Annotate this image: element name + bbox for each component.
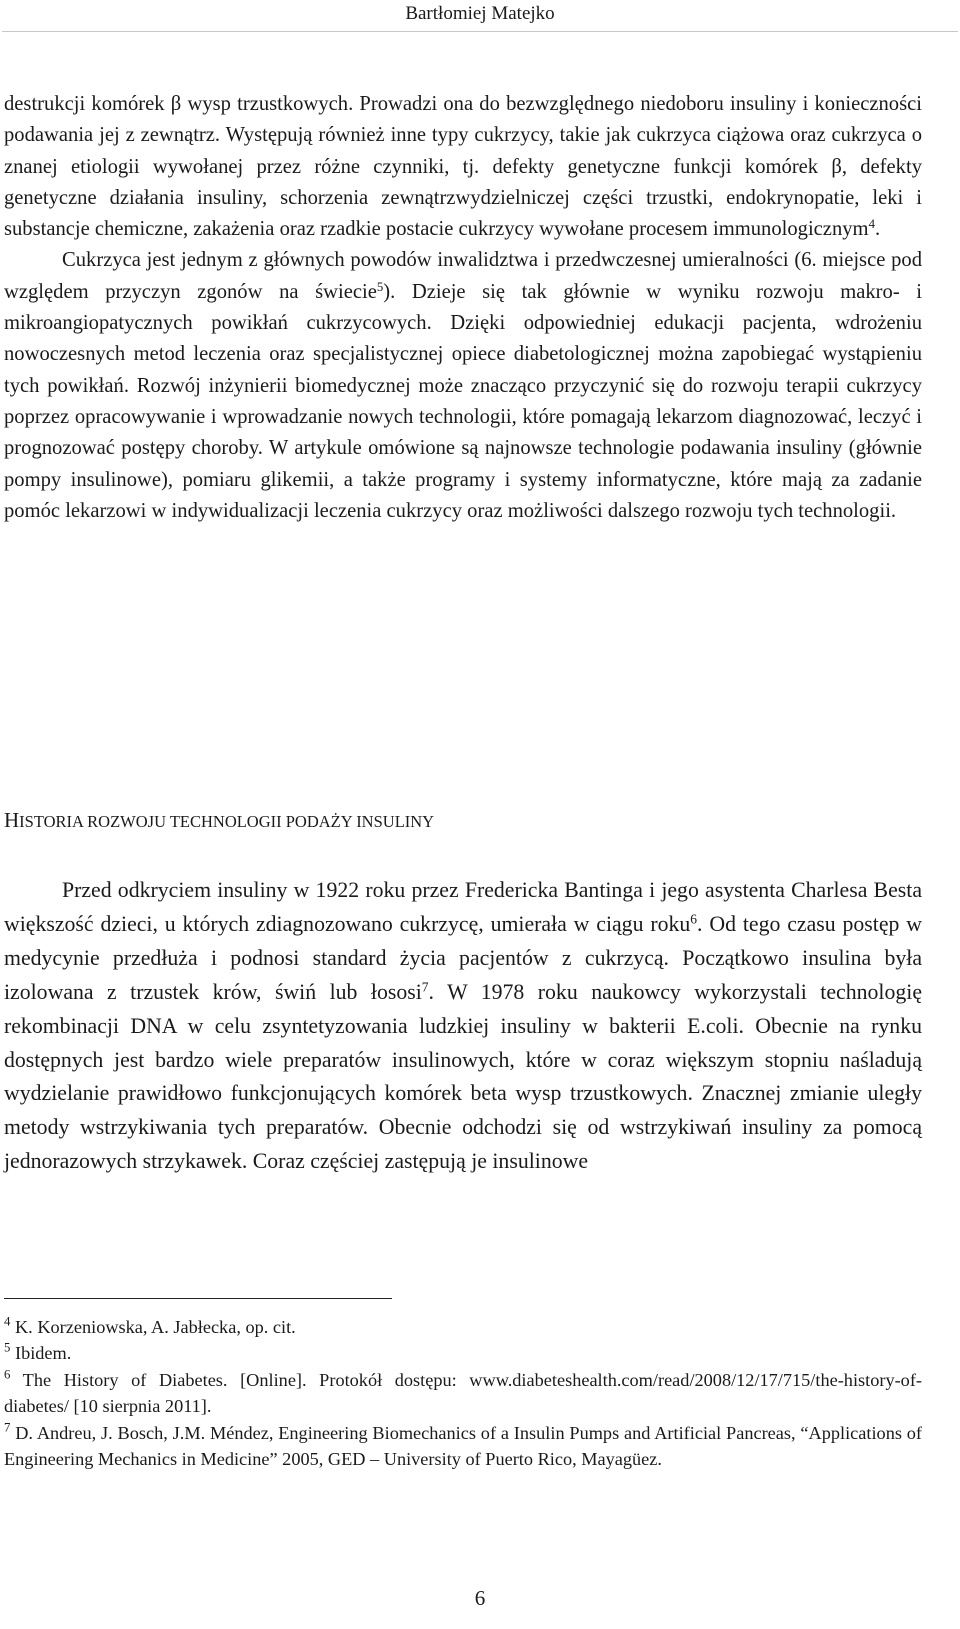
- footnote-number: 5: [4, 1340, 11, 1355]
- paragraph-text: Przed odkryciem insuliny w 1922 roku przez Fredericka Bantinga i jego asystenta Charlesa Besta większość dzieci, u których zdiagnozowano cukrzycę, umierała w ciągu roku: [4, 878, 922, 936]
- footnote-text: K. Korzeniowska, A. Jabłecka, op. cit.: [10, 1317, 296, 1337]
- running-header: Bartłomiej Matejko: [405, 3, 555, 24]
- paragraph-text: . W 1978 roku naukowcy wykorzystali technologię rekombinacji DNA w celu zsyntetyzowania ludzkiej insuliny w bakterii E.coli. Obecnie na rynku dostępnych jest bardzo wiele preparatów insulinowych, które w coraz większym stopniu naśladują wydzielanie prawidłowo funkcjonujących komórek beta wysp trzustkowych. Znacznej zmianie uległy metody wstrzykiwania tych preparatów. Obecnie odchodzi się od wstrzykiwań insuliny za pomocą jednorazowych strzykawek. Coraz częściej zastępują je insulinowe: [4, 979, 922, 1174]
- paragraph-text: Cukrzyca jest jednym z głównych powodów inwalidztwa i przedwczesnej umieralności (6. miejsce pod względem przyczyn zgonów na świecie: [4, 249, 922, 303]
- footnotes: [4, 1314, 922, 1472]
- footnote-number: 4: [4, 1314, 11, 1329]
- paragraph-cukrzyca: [4, 245, 922, 527]
- heading-initial: H: [4, 808, 20, 832]
- paragraph-text: .: [874, 218, 881, 241]
- page-number: 6: [474, 1586, 486, 1610]
- header-rule: [2, 31, 958, 32]
- paragraph-continuation: [4, 89, 922, 245]
- footnote-number: 7: [4, 1419, 11, 1434]
- heading-small-caps: ISTORIA ROZWOJU TECHNOLOGII PODAŻY INSULINY: [19, 812, 435, 831]
- footnote-text: The History of Diabetes. [Online]. Protokół dostępu: www.diabeteshealth.com/read/2008/12/17/715/the-history-of-diabetes/ [10 sierpnia 2011].: [4, 1369, 922, 1417]
- footnote-6: [4, 1367, 922, 1420]
- footnote-ref-6[interactable]: 6: [690, 911, 698, 927]
- paragraph-text: destrukcji komórek β wysp trzustkowych. Prowadzi ona do bezwzględnego niedoboru insuliny i konieczności podawania jej z zewnątrz. Występują również inne typy cukrzycy, takie jak cukrzyca ciążowa oraz cukrzyca o znanej etiologii wywołanej przez różne czynniki, tj. defekty genetyczne funkcji komórek β, defekty genetyczne działania insuliny, schorzenia zewnątrzwydzielniczej części trzustki, endokrynopatie, leki i substancje chemiczne, zakażenia oraz rzadkie postacie cukrzycy wywołane procesem immunologicznym: [4, 93, 922, 241]
- footnote-7: [4, 1420, 922, 1473]
- footnote-number: 6: [4, 1367, 11, 1382]
- footnote-ref-4[interactable]: 4: [868, 217, 875, 232]
- body-text-history: [4, 874, 922, 1179]
- paragraph-text: ). Dzieje się tak głównie w wyniku rozwoju makro- i mikroangiopatycznych powikłań cukrzycowych. Dzięki odpowiedniej edukacji pacjenta, wdrożeniu nowoczesnych metod leczenia oraz specjalistycznej opiece diabetologicznej można zapobiegać wystąpieniu tych powikłań. Rozwój inżynierii biomedycznej może znacząco przyczynić się do rozwoju terapii cukrzycy poprzez opracowywanie i wprowadzanie nowych technologii, które pomagają lekarzom diagnozować, leczyć i prognozować postępy choroby. W artykule omówione są najnowsze technologie podawania insuliny (głównie pompy insulinowe), pomiaru glikemii, a także programy i systemy informatyczne, które mają za zadanie pomóc lekarzowi w indywidualizacji leczenia cukrzycy oraz możliwości dalszego rozwoju tych technologii.: [4, 280, 922, 522]
- footnote-text: D. Andreu, J. Bosch, J.M. Méndez, Engineering Biomechanics of a Insulin Pumps and Artificial Pancreas, “Applications of Engineering Mechanics in Medicine” 2005, GED – University of Puerto Rico, Mayagüez.: [4, 1422, 922, 1470]
- footnote-separator: [4, 1298, 392, 1299]
- footnote-text: Ibidem.: [10, 1343, 72, 1364]
- body-text-top: [4, 89, 922, 527]
- section-heading: [4, 806, 434, 836]
- footnote-4: [4, 1314, 922, 1340]
- footnote-ref-7[interactable]: 7: [421, 979, 429, 995]
- footnote-5: [4, 1340, 922, 1366]
- paragraph-text: . Od tego czasu postęp w medycynie przedłuża i podnosi standard życia pacjentów z cukrzycą. Początkowo insulina była izolowana z trzustek krów, świń lub łososi: [4, 911, 922, 1004]
- footnote-ref-5[interactable]: 5: [376, 279, 384, 294]
- paragraph-history: [4, 874, 922, 1179]
